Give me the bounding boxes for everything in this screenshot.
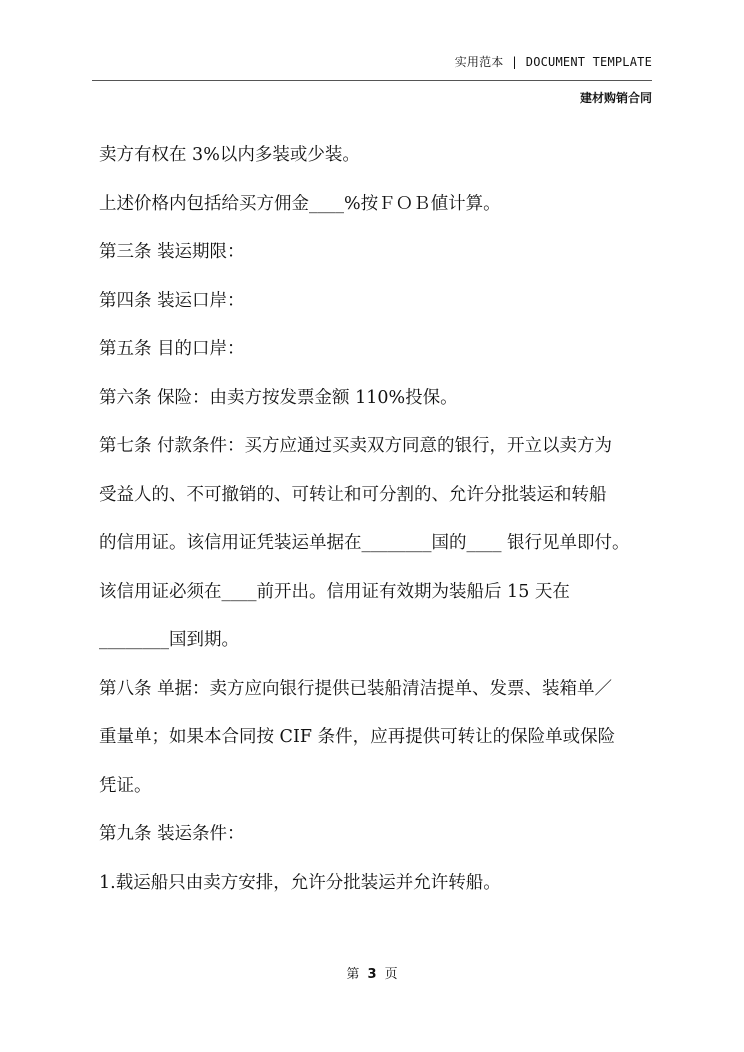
page-number: 3 <box>367 967 377 982</box>
body-line: 凭证。 <box>99 775 152 796</box>
body-line: 第七条 付款条件：买方应通过买卖双方同意的银行，开立以卖方为 <box>99 436 613 456</box>
body-line: 的信用证。该信用证凭装运单据在________国的____ 银行见单即付。 <box>99 533 630 553</box>
page-suffix: 页 <box>384 967 398 982</box>
header-title: 实用范本 | DOCUMENT TEMPLATE <box>454 55 652 69</box>
body-line: 受益人的、不可撤销的、可转让和可分割的、允许分批装运和转船 <box>99 484 607 505</box>
page-prefix: 第 <box>346 967 360 982</box>
body-line: 第四条 装运口岸： <box>99 290 245 311</box>
body-line: 第九条 装运条件： <box>99 824 245 844</box>
body-line: 卖方有权在 3%以内多装或少装。 <box>99 145 360 165</box>
body-line: 第三条 装运期限： <box>99 242 245 262</box>
body-line: 上述价格内包括给买方佣金____%按ＦＯＢ値计算。 <box>99 193 501 214</box>
body-line: 1.载运船只由卖方安排，允许分批装运并允许转船。 <box>99 872 501 893</box>
body-line: 重量单；如果本合同按 CIF 条件，应再提供可转让的保险单或保险 <box>99 727 616 747</box>
header-divider <box>92 80 652 81</box>
body-line: 第八条 单据：卖方应向银行提供已装船清洁提单、发票、装箱单／ <box>99 678 613 699</box>
body-line: 第五条 目的口岸： <box>99 339 245 359</box>
body-line: 第六条 保险：由卖方按发票金额 110%投保。 <box>99 387 458 408</box>
body-line: ________国到期。 <box>99 630 239 650</box>
document-body <box>99 139 669 915</box>
body-line: 该信用证必须在____前开出。信用证有效期为装船后 15 天在 <box>99 581 570 602</box>
page-footer <box>0 963 744 982</box>
document-subtitle: 建材购销合同 <box>579 91 652 105</box>
